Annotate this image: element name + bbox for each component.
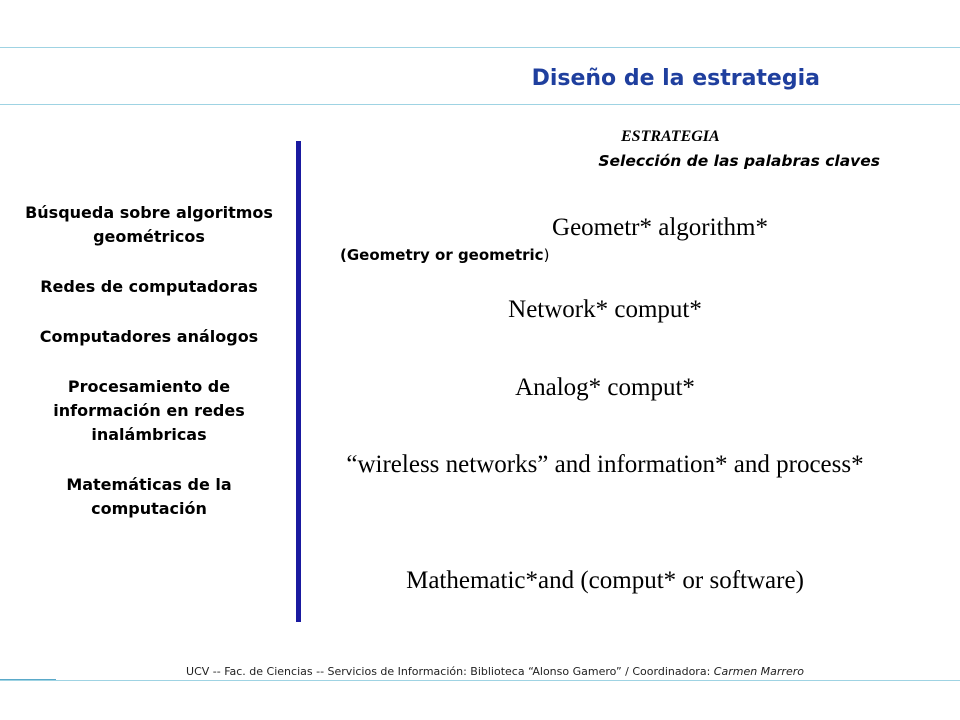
footer-rule	[0, 680, 960, 681]
keyword-query: Mathematic*and (comput* or software)	[406, 567, 804, 594]
slide-title: Diseño de la estrategia	[531, 66, 820, 91]
keyword-query: Analog* comput*	[515, 374, 695, 401]
keyword-note	[340, 246, 549, 264]
topic-item: Búsqueda sobre algoritmos geométricos	[25, 203, 273, 246]
topic-item: Computadores análogos	[39, 327, 259, 346]
footer-credits	[0, 665, 960, 678]
top-rule	[0, 47, 960, 48]
strategy-subheading: Selección de las palabras claves	[598, 152, 880, 170]
title-rule	[0, 104, 960, 105]
footer-author: Carmen Marrero	[713, 665, 804, 678]
strategy-heading: ESTRATEGIA	[621, 128, 720, 145]
keyword-note-close: )	[543, 246, 550, 264]
vertical-divider	[296, 141, 301, 622]
keyword-query: Network* comput*	[508, 296, 702, 323]
topic-item: Procesamiento de información en redes inalámbricas	[53, 377, 245, 444]
keyword-query: “wireless networks” and information* and process*	[346, 451, 864, 478]
keyword-note-text: (Geometry or geometric	[340, 246, 544, 264]
footer-text: UCV -- Fac. de Ciencias -- Servicios de Información: Biblioteca “Alonso Gamero” / Coordinadora:	[186, 665, 714, 678]
topic-item: Matemáticas de la computación	[66, 475, 232, 518]
keyword-query: Geometr* algorithm*	[552, 214, 768, 241]
topic-list	[20, 201, 278, 547]
topic-item: Redes de computadoras	[40, 277, 258, 296]
